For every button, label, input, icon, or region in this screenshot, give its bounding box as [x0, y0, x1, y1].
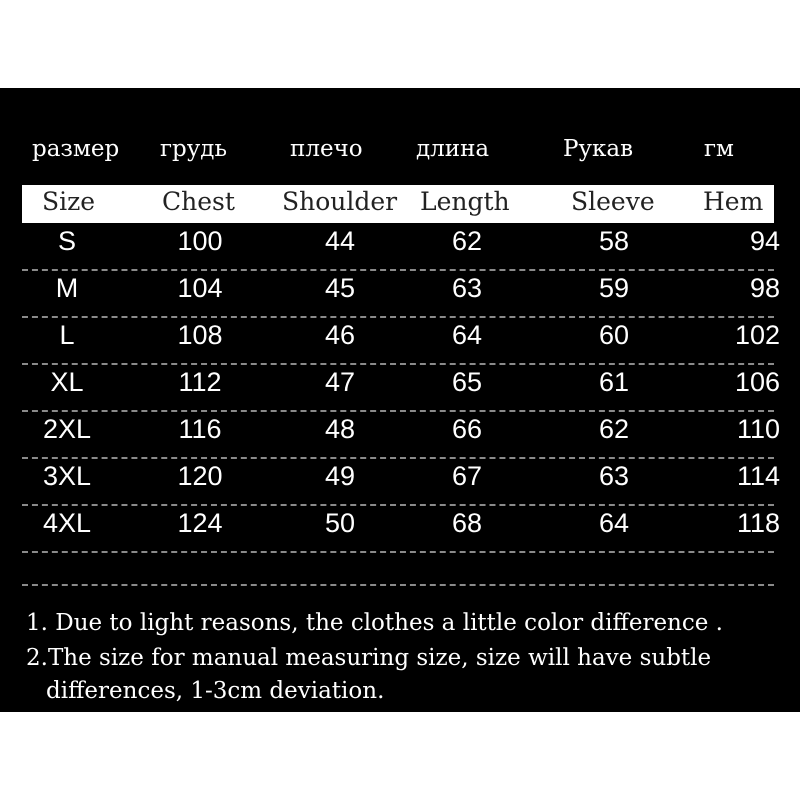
- shoulder-cell: 50: [324, 508, 356, 538]
- table-bottom-divider: [22, 584, 774, 586]
- table-row: [0, 224, 800, 271]
- sleeve-cell: 62: [598, 414, 630, 444]
- length-cell: 67: [451, 461, 483, 491]
- header-ru-length: длина: [416, 136, 490, 162]
- header-en-length: Length: [420, 187, 510, 216]
- length-cell: 68: [451, 508, 483, 538]
- size-cell: XL: [50, 367, 84, 397]
- table-row: [0, 459, 800, 506]
- chest-cell: 104: [177, 273, 223, 303]
- note-line-3: differences, 1-3cm deviation.: [46, 678, 385, 704]
- length-cell: 64: [451, 320, 483, 350]
- size-cell: 2XL: [42, 414, 92, 444]
- chest-cell: 120: [177, 461, 223, 491]
- chest-cell: 124: [177, 508, 223, 538]
- header-ru-hem: гм: [704, 136, 734, 162]
- header-ru-chest: грудь: [160, 136, 227, 162]
- shoulder-cell: 45: [324, 273, 356, 303]
- chest-cell: 116: [178, 414, 222, 444]
- hem-cell: 114: [736, 461, 780, 491]
- shoulder-cell: 49: [324, 461, 356, 491]
- hem-cell: 98: [749, 273, 780, 303]
- sleeve-cell: 64: [598, 508, 630, 538]
- english-header-bar: [22, 185, 774, 223]
- shoulder-cell: 46: [324, 320, 356, 350]
- table-row: [0, 318, 800, 365]
- sleeve-cell: 59: [598, 273, 630, 303]
- sleeve-cell: 58: [598, 226, 630, 256]
- hem-cell: 118: [736, 508, 780, 538]
- sleeve-cell: 61: [598, 367, 630, 397]
- russian-header-row: [0, 88, 800, 176]
- note-line-2: 2.The size for manual measuring size, size will have subtle: [26, 645, 712, 671]
- length-cell: 65: [451, 367, 483, 397]
- header-en-hem: Hem: [703, 187, 764, 216]
- length-cell: 63: [451, 273, 483, 303]
- size-cell: L: [59, 320, 75, 350]
- length-cell: 66: [451, 414, 483, 444]
- sleeve-cell: 60: [598, 320, 630, 350]
- header-en-chest: Chest: [162, 187, 235, 216]
- header-ru-shoulder: плечо: [290, 136, 363, 162]
- chest-cell: 108: [177, 320, 223, 350]
- size-cell: 3XL: [42, 461, 92, 491]
- header-en-shoulder: Shoulder: [282, 187, 398, 216]
- header-ru-size: размер: [32, 136, 120, 162]
- table-row: [0, 271, 800, 318]
- size-cell: 4XL: [42, 508, 92, 538]
- header-en-size: Size: [42, 187, 96, 216]
- shoulder-cell: 44: [324, 226, 356, 256]
- hem-cell: 94: [749, 226, 780, 256]
- sleeve-cell: 63: [598, 461, 630, 491]
- notes-section: [0, 598, 800, 712]
- hem-cell: 102: [734, 320, 780, 350]
- size-cell: S: [57, 226, 76, 256]
- table-row: [0, 506, 800, 553]
- header-en-sleeve: Sleeve: [571, 187, 655, 216]
- row-divider: [22, 551, 774, 553]
- table-row: [0, 365, 800, 412]
- chest-cell: 100: [177, 226, 223, 256]
- size-cell: M: [55, 273, 79, 303]
- table-row: [0, 412, 800, 459]
- chest-cell: 112: [178, 367, 222, 397]
- hem-cell: 106: [734, 367, 780, 397]
- hem-cell: 110: [736, 414, 780, 444]
- header-ru-sleeve: Рукав: [563, 136, 634, 162]
- shoulder-cell: 48: [324, 414, 356, 444]
- note-line-1: 1. Due to light reasons, the clothes a little color difference .: [26, 610, 723, 636]
- shoulder-cell: 47: [324, 367, 356, 397]
- length-cell: 62: [451, 226, 483, 256]
